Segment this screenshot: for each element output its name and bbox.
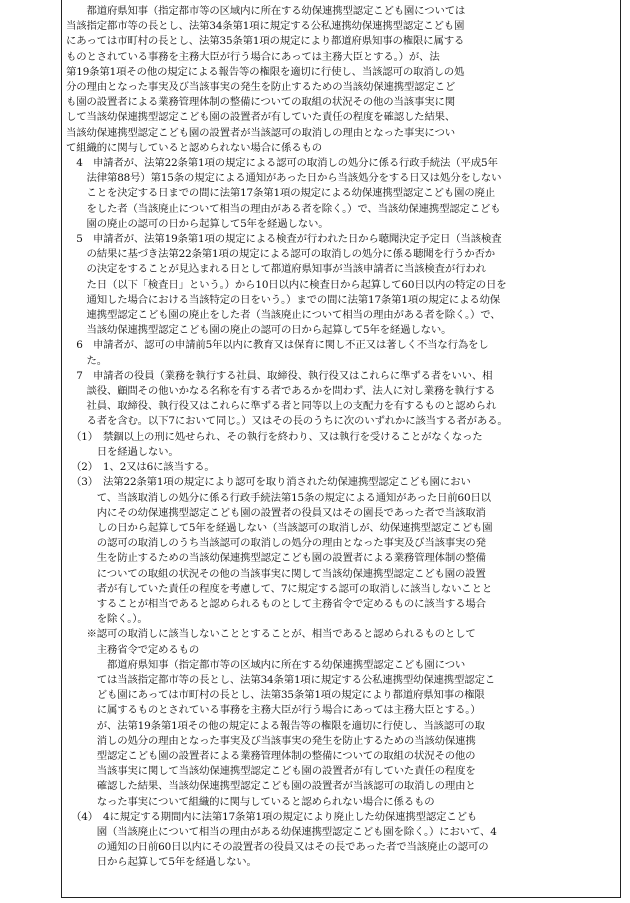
paragraph-item-6: 6 申請者が、認可の申請前5年以内に教育又は保育に関し不正又は著しく不当な行為をし た。 (76, 339, 489, 367)
paragraph-prefecture-governor-note: 都道府県知事（指定都市等の区域内に所在する幼保連携型認定こども園については 当該指定都市等の長とし、法第34条第1項に規定する公私連携幼保連携型認定こども園 にあっては市町村の長とし、法第35条第1項の規定により都道府県知事の権限に属する ものとされている事務を主務大臣が行う場合にあっては主務大臣とする。）が、法 第19条第1項その他の規定による報告等の権限を適切に行使し、当該認可の取消しの処 分の理由となった事実及び当該事実の発生を防止するための当該幼保連携型認定こど も園の設置者による業務管理体制の整備についての取組の状況その他の当該事実に関 して当該幼保連携型認定こども園の設置者が有していた責任の程度を確認した結果、 当該幼保連携型認定こども園の設置者が当該認可の取消しの理由となった事実につい て組織的に関与していると認められない場合に係るもの (66, 5, 466, 154)
paragraph-item-7-3: （3） 法第22条第1項の規定により認可を取り消された幼保連携型認定こども園におい て、当該取消しの処分に係る行政手続法第15条の規定による通知があった日前60日以 内にその幼保連携型認定こども園の設置者の役員又はその園長であった者で当該取消 しの日から起算して5年を経過しない（当該認可の取消しが、幼保連携型認定こども園 の認可の取消しのうち当該認可の取消しの処分の理由となった事実及び当該事実の発 生を防止するための当該幼保連携型認定こども園の設置者による業務管理体制の整備 についての取組の状況その他の当該事実に関して当該幼保連携型認定こども園の設置 者が有していた責任の程度を考慮して、7に規定する認可の取消しに該当しないことと することが相当であると認められるものとして主務省令で定めるものに該当する場合 を除く。）。 (76, 476, 493, 626)
paragraph-item-5: 5 申請者が、法第19条第1項の規定による検査が行われた日から聴聞決定予定日（当該検査 の結果に基づき法第22条第1項の規定による認可の取消しの処分に係る聴聞を行うか否か の決定をすることが見込まれる日として都道府県知事が当該申請者に当該検査が行われ た日（以下「検査日」という。）から10日以内に検査日から起算して60日以内の特定の日を 通知した場合における当該特定の日をいう。）までの間に法第17条第1項の規定による幼保 連携型認定こども園の廃止をした者（当該廃止について相当の理由がある者を除く。）で、 当該幼保連携型認定こども園の廃止の認可の日から起算して5年を経過しない。 (76, 233, 507, 337)
paragraph-item-7-2: （2） 1、2又は6に該当する。 (66, 461, 215, 474)
paragraph-item-7-4: （4） 4に規定する期間内に法第17条第1項の規定により廃止した幼保連携型認定こども 園（当該廃止について相当の理由がある幼保連携型認定こども園を除く。）において、4 の通知の日前60日以内にその設置者の役員又はその長であった者で当該廃止の認可の 日から起算して5年を経過しない。 (76, 810, 497, 869)
paragraph-item-4: 4 申請者が、法第22条第1項の規定による認可の取消しの処分に係る行政手続法（平成5年 法律第88号）第15条の規定による通知があった日から当該処分をする日又は処分をしない ことを決定する日までの間に法第17条第1項の規定による幼保連携型認定こども園の廃止 をした者（当該廃止について相当の理由がある者を除く。）で、当該幼保連携型認定こども 園の廃止の認可の日から起算して5年を経過しない。 (76, 157, 502, 230)
paragraph-note-heading: ※認可の取消しに該当しないこととすることが、相当であると認められるものとして 主務省令で定めるもの (86, 628, 476, 656)
document-body (66, 4, 616, 871)
paragraph-item-7-1: （1） 禁錮以上の刑に処せられ、その執行を終わり、又は執行を受けることがなくなった 日を経過しない。 (76, 430, 483, 458)
paragraph-note-body: 都道府県知事（指定都市等の区域内に所在する幼保連携型認定こども園につい ては当該指定都市等の長とし、法第34条第1項に規定する公私連携型幼保連携型認定こ ども園にあっては市町村の長とし、法第35条第1項の規定により都道府県知事の権限 に属するものとされている事務を主務大臣が行う場合にあっては主務大臣とする。） が、法第19条第1項その他の規定による報告等の権限を適切に行使し、当該認可の取 消しの処分の理由となった事実及び当該事実の発生を防止するための当該幼保連携 型認定こども園の設置者による業務管理体制の整備についての取組の状況その他の 当該事実に関して当該幼保連携型認定こども園の設置者が有していた責任の程度を 確認した結果、当該幼保連携型認定こども園の設置者が当該認可の取消しの理由と なった事実について組織的に関与していると認められない場合に係るもの (96, 658, 496, 808)
paragraph-item-7: 7 申請者の役員（業務を執行する社員、取締役、執行役又はこれらに準ずる者をいい、相 談役、顧問その他いかなる名称を有する者であるかを問わず、法人に対し業務を執行する 社員、取締役、執行役又はこれらに準ずる者と同等以上の支配力を有するものと認められ る者を含む。以下7において同じ。）又はその長のうちに次のいずれかに該当する者がある。 (76, 369, 508, 428)
